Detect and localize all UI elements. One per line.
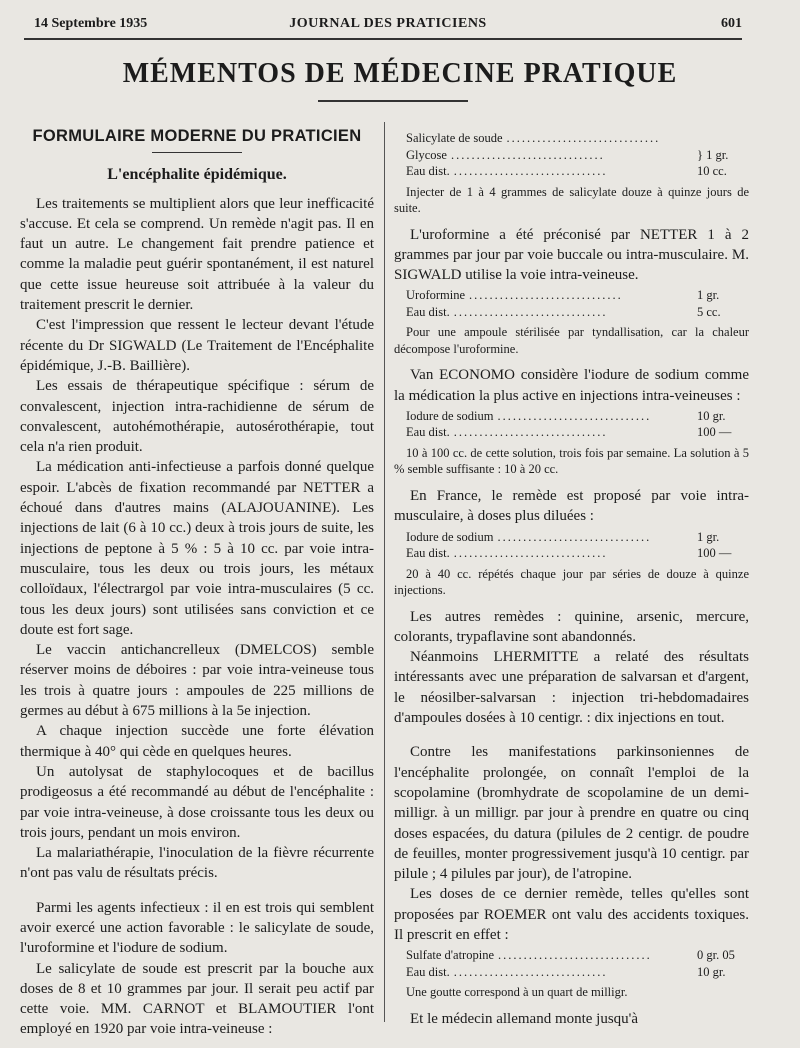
paragraph: L'uroformine a été préconisé par NETTER 1 à 2 grammes par jour par voie buccale ou intra-musculaire. M. SIGWALD utilise la voie intra-veineuse. (394, 226, 749, 284)
recipe-line: Eau dist. .............................. 100 — (406, 546, 732, 561)
recipe-note: Pour une ampoule stérilisée par tyndallisation, car la chaleur décompose l'uroformine. (394, 325, 749, 356)
page-number: 601 (721, 16, 742, 31)
recipe-line: Eau dist. .............................. 10 cc. (406, 164, 727, 178)
recipe-iodure-1 (394, 408, 749, 441)
issue-date: 14 Septembre 1935 (34, 16, 148, 31)
paragraph: Un autolysat de staphylocoques et de bacillus prodigeosus a été recommandé au début de l'encéphalite : par voie intra-veineuse, à dose croissante tous les deux ou trois jours, pendant un mois environ. (20, 763, 374, 841)
recipe-line: Eau dist. .............................. 10 gr. (406, 964, 726, 979)
recipe-line: Uroformine .............................. 1 gr. (406, 288, 720, 303)
recipe-line: Eau dist. .............................. 100 — (406, 425, 732, 440)
recipe-line: Eau dist. .............................. 5 cc. (406, 304, 721, 319)
recipe-line: Iodure de sodium .............................. 1 gr. (406, 529, 720, 544)
left-column (20, 122, 374, 1040)
recipe-iodure-2 (394, 529, 749, 562)
paragraph: Et le médecin allemand monte jusqu'à (410, 1010, 639, 1027)
recipe-salicylate (394, 130, 749, 180)
paragraph: En France, le remède est proposé par voie intra-musculaire, à doses plus diluées : (394, 487, 749, 525)
journal-name: JOURNAL DES PRATICIENS (289, 16, 487, 31)
paragraph: Le salicylate de soude est prescrit par la bouche aux doses de 8 et 10 grammes par jour. Il serait peu actif par cette voie. MM. CARNOT et BLAMOUTIER l'ont employé en 1920 par voie intra-veineuse : (20, 960, 374, 1038)
header-rule (24, 38, 742, 40)
paragraph: C'est l'impression que ressent le lecteur devant l'étude récente du Dr SIGWALD (Le Traitement de l'Encéphalite épidémique, J.-B. Baillière). (20, 317, 374, 374)
recipe-line: Glycose .............................. } 1 gr. (406, 147, 729, 162)
paragraph: Les autres remèdes : quinine, arsenic, mercure, colorants, trypaflavine sont abandonnés. (394, 608, 749, 645)
paragraph: Les doses de ce dernier remède, telles qu'elles sont proposées par ROEMER ont valu des accidents toxiques. Il prescrit en effet : (394, 886, 749, 944)
paragraph: Van ECONOMO considère l'iodure de sodium comme la médication la plus active en injections intra-veineuses : (394, 367, 749, 404)
running-header (34, 16, 742, 38)
section-title: FORMULAIRE MODERNE DU PRATICIEN (32, 127, 362, 145)
article-subtitle: L'encéphalite épidémique. (107, 166, 287, 184)
column-divider (384, 122, 385, 1022)
recipe-line: Iodure de sodium .............................. 10 gr. (406, 408, 726, 423)
recipe-note: 10 à 100 cc. de cette solution, trois fois par semaine. La solution à 5 % semble suffisante : 10 à 20 cc. (394, 445, 749, 477)
recipe-atropine (394, 947, 749, 980)
paragraph: Le vaccin antichancrelleux (DMELCOS) semble réserver moins de déboires : par voie intra-veineuse tous les trois à quatre jours : ampoules de 225 millions de germes au début à 675 millions à la 5e injection. (20, 642, 374, 720)
paragraph: La malariathérapie, l'inoculation de la fièvre récurrente n'ont pas valu de résultats précis. (20, 845, 374, 882)
paragraph: Contre les manifestations parkinsoniennes de l'encéphalite prolongée, on connaît l'emploi de la scopolamine (bromhydrate de scopolamine de un demi-milligr. à un milligr. par jour à prendre en quatre ou cinq doses espacées, du datura (pilules de 2 centigr. de poudre de feuilles, monter progressivement jusqu'à 10 centigr. par pilule ; 4 pilules par jour), de l'atropine. (394, 744, 749, 883)
paragraph: A chaque injection succède une forte élévation thermique à 40° qui cède en quelques heures. (20, 723, 374, 760)
recipe-line: Sulfate d'atropine .............................. 0 gr. 05 (406, 948, 735, 963)
paragraph: Néanmoins LHERMITTE a relaté des résultats intéressants avec une préparation de salvarsan et d'argent, le néosilber-salvarsan : injection tri-hebdomadaires d'ampoules dosées à 10 centigr. : dix injections en tout. (394, 649, 749, 727)
paragraph: Les traitements se multiplient alors que leur inefficacité s'accuse. Et cela se comprend. Un remède n'agit pas. Il en faut un autre. Le changement fait prendre patience et comme la maladie peut guérir spontanément, il est naturel que cette issue heureuse soit attribuée à la valeur du traitement prescrit le dernier. (20, 195, 374, 314)
paragraph: La médication anti-infectieuse a parfois donné quelque espoir. L'abcès de fixation recommandé par NETTER a échoué dans d'autres mains (ALAJOUANINE). Les injections de lait (6 à 10 cc.) deux à trois jours de suite, les injections de peptone à 5 % : 5 à 10 cc. par voie intra-musculaire, tous les deux ou trois jours, les métaux colloïdaux, l'électrargol par voie intra-musculaires (5 cc. tous les deux jours) sont utilisées sans conviction et ce doute est fort sage. (20, 459, 374, 638)
paragraph: Parmi les agents infectieux : il en est trois qui semblent avoir exercé une action favorable : le salicylate de soude, l'uroformine et l'iodure de sodium. (20, 899, 374, 957)
page-title: MÉMENTOS DE MÉDECINE PRATIQUE (122, 58, 678, 89)
recipe-note: Une goutte correspond à un quart de milligr. (406, 985, 628, 1000)
right-column (394, 128, 749, 1029)
paragraph: Les essais de thérapeutique spécifique : sérum de convalescent, injection intra-rachidienne de sérum de convalescent, autohémothérapie, autosérothérapie, tout cela n'a rien produit. (20, 378, 374, 456)
title-rule (318, 100, 468, 102)
recipe-line: Salicylate de soude .............................. (406, 131, 661, 145)
section-rule (152, 152, 242, 153)
recipe-uroformine (394, 287, 749, 320)
recipe-note: 20 à 40 cc. répétés chaque jour par séries de douze à quinze injections. (394, 566, 749, 598)
recipe-note: Injecter de 1 à 4 grammes de salicylate douze à quinze jours de suite. (394, 184, 749, 215)
